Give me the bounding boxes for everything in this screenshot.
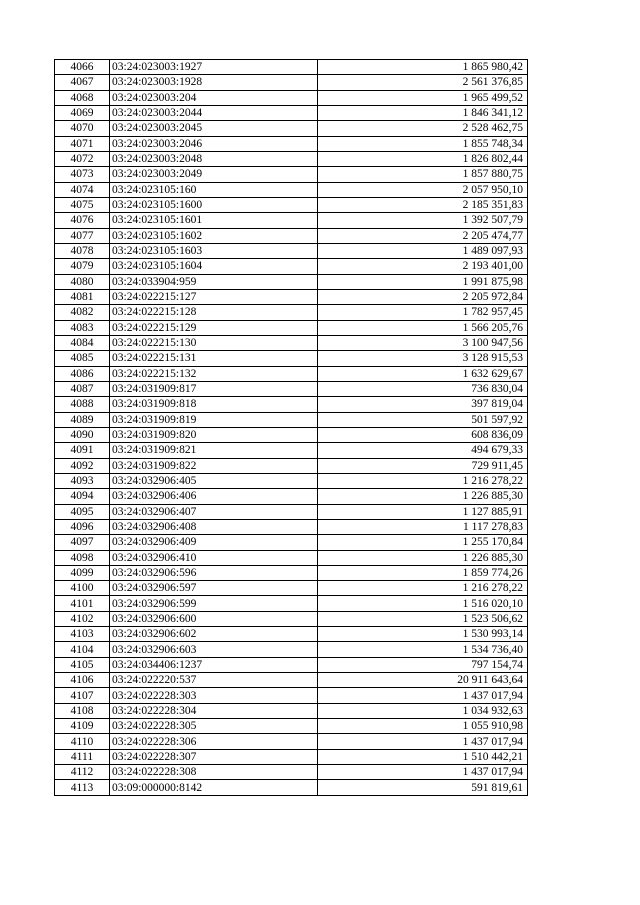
cadastral-value-cell: 1 510 442,21: [318, 749, 528, 764]
table-row: [55, 320, 528, 335]
cadastral-value-cell: 3 100 947,56: [318, 335, 528, 350]
table-row: [55, 335, 528, 350]
table-row: [55, 351, 528, 366]
cadastral-value-cell: 1 437 017,94: [318, 765, 528, 780]
cadastral-value-cell: 20 911 643,64: [318, 673, 528, 688]
cadastral-number-cell: 03:24:032906:406: [110, 489, 318, 504]
table-row: [55, 397, 528, 412]
cadastral-value-cell: 1 965 499,52: [318, 90, 528, 105]
cadastral-value-cell: 1 392 507,79: [318, 213, 528, 228]
table-row: [55, 673, 528, 688]
table-row: [55, 519, 528, 534]
row-number-cell: 4094: [55, 489, 110, 504]
cadastral-number-cell: 03:24:033904:959: [110, 274, 318, 289]
cadastral-number-cell: 03:24:023003:2045: [110, 121, 318, 136]
cadastral-number-cell: 03:24:023105:1603: [110, 243, 318, 258]
table-row: [55, 749, 528, 764]
cadastral-value-cell: 1 034 932,63: [318, 703, 528, 718]
table-row: [55, 136, 528, 151]
cadastral-value-cell: 1 255 170,84: [318, 535, 528, 550]
row-number-cell: 4073: [55, 167, 110, 182]
table-row: [55, 305, 528, 320]
cadastral-value-cell: 1 226 885,30: [318, 550, 528, 565]
cadastral-value-cell: 1 857 880,75: [318, 167, 528, 182]
cadastral-value-cell: 729 911,45: [318, 458, 528, 473]
cadastral-number-cell: 03:24:032906:599: [110, 596, 318, 611]
row-number-cell: 4072: [55, 151, 110, 166]
table-row: [55, 60, 528, 75]
row-number-cell: 4084: [55, 335, 110, 350]
cadastral-number-cell: 03:24:022228:304: [110, 703, 318, 718]
cadastral-number-cell: 03:24:031909:817: [110, 381, 318, 396]
cadastral-value-cell: 1 782 957,45: [318, 305, 528, 320]
cadastral-value-cell: 1 117 278,83: [318, 519, 528, 534]
row-number-cell: 4098: [55, 550, 110, 565]
cadastral-number-cell: 03:24:023105:1602: [110, 228, 318, 243]
table-row: [55, 780, 528, 795]
row-number-cell: 4075: [55, 197, 110, 212]
cadastral-number-cell: 03:24:022215:132: [110, 366, 318, 381]
cadastral-number-cell: 03:24:032906:405: [110, 473, 318, 488]
cadastral-number-cell: 03:24:032906:408: [110, 519, 318, 534]
row-number-cell: 4091: [55, 443, 110, 458]
table-row: [55, 688, 528, 703]
cadastral-value-table: [54, 59, 528, 796]
row-number-cell: 4068: [55, 90, 110, 105]
row-number-cell: 4071: [55, 136, 110, 151]
cadastral-number-cell: 03:24:032906:407: [110, 504, 318, 519]
table-row: [55, 412, 528, 427]
cadastral-value-cell: 1 859 774,26: [318, 565, 528, 580]
row-number-cell: 4102: [55, 611, 110, 626]
cadastral-value-cell: 1 226 885,30: [318, 489, 528, 504]
cadastral-number-cell: 03:24:023003:204: [110, 90, 318, 105]
table-row: [55, 565, 528, 580]
row-number-cell: 4086: [55, 366, 110, 381]
row-number-cell: 4067: [55, 75, 110, 90]
cadastral-number-cell: 03:24:022228:303: [110, 688, 318, 703]
cadastral-number-cell: 03:24:032906:597: [110, 581, 318, 596]
cadastral-number-cell: 03:24:031909:818: [110, 397, 318, 412]
row-number-cell: 4105: [55, 657, 110, 672]
cadastral-number-cell: 03:24:032906:596: [110, 565, 318, 580]
cadastral-number-cell: 03:24:023003:1927: [110, 60, 318, 75]
table-row: [55, 734, 528, 749]
cadastral-value-cell: 2 193 401,00: [318, 259, 528, 274]
table-row: [55, 642, 528, 657]
row-number-cell: 4074: [55, 182, 110, 197]
row-number-cell: 4087: [55, 381, 110, 396]
table-row: [55, 765, 528, 780]
cadastral-value-cell: 1 530 993,14: [318, 627, 528, 642]
cadastral-value-cell: 1 846 341,12: [318, 105, 528, 120]
table-row: [55, 427, 528, 442]
cadastral-number-cell: 03:24:032906:603: [110, 642, 318, 657]
cadastral-number-cell: 03:24:032906:410: [110, 550, 318, 565]
cadastral-number-cell: 03:24:031909:821: [110, 443, 318, 458]
table-row: [55, 458, 528, 473]
table-row: [55, 366, 528, 381]
cadastral-value-cell: 2 205 972,84: [318, 289, 528, 304]
table-row: [55, 581, 528, 596]
row-number-cell: 4113: [55, 780, 110, 795]
cadastral-number-cell: 03:24:022228:305: [110, 719, 318, 734]
cadastral-value-cell: 2 528 462,75: [318, 121, 528, 136]
cadastral-number-cell: 03:24:022228:308: [110, 765, 318, 780]
table-row: [55, 611, 528, 626]
cadastral-number-cell: 03:24:022228:306: [110, 734, 318, 749]
table-row: [55, 213, 528, 228]
cadastral-number-cell: 03:09:000000:8142: [110, 780, 318, 795]
table-row: [55, 596, 528, 611]
row-number-cell: 4097: [55, 535, 110, 550]
cadastral-number-cell: 03:24:022215:129: [110, 320, 318, 335]
cadastral-value-cell: 2 057 950,10: [318, 182, 528, 197]
row-number-cell: 4104: [55, 642, 110, 657]
table-row: [55, 105, 528, 120]
cadastral-number-cell: 03:24:023105:1604: [110, 259, 318, 274]
cadastral-value-cell: 797 154,74: [318, 657, 528, 672]
cadastral-number-cell: 03:24:031909:822: [110, 458, 318, 473]
table-row: [55, 259, 528, 274]
row-number-cell: 4101: [55, 596, 110, 611]
cadastral-number-cell: 03:24:031909:819: [110, 412, 318, 427]
cadastral-number-cell: 03:24:034406:1237: [110, 657, 318, 672]
table-row: [55, 719, 528, 734]
row-number-cell: 4077: [55, 228, 110, 243]
cadastral-number-cell: 03:24:023003:1928: [110, 75, 318, 90]
cadastral-number-cell: 03:24:023105:1600: [110, 197, 318, 212]
cadastral-value-cell: 1 516 020,10: [318, 596, 528, 611]
cadastral-value-cell: 1 055 910,98: [318, 719, 528, 734]
row-number-cell: 4088: [55, 397, 110, 412]
cadastral-value-cell: 1 127 885,91: [318, 504, 528, 519]
cadastral-value-cell: 2 185 351,83: [318, 197, 528, 212]
table-row: [55, 90, 528, 105]
cadastral-value-cell: 1 437 017,94: [318, 734, 528, 749]
cadastral-number-cell: 03:24:022215:127: [110, 289, 318, 304]
row-number-cell: 4089: [55, 412, 110, 427]
table-row: [55, 489, 528, 504]
cadastral-number-cell: 03:24:022228:307: [110, 749, 318, 764]
row-number-cell: 4095: [55, 504, 110, 519]
cadastral-value-cell: 3 128 915,53: [318, 351, 528, 366]
table-row: [55, 473, 528, 488]
row-number-cell: 4103: [55, 627, 110, 642]
cadastral-number-cell: 03:24:032906:600: [110, 611, 318, 626]
table-row: [55, 197, 528, 212]
table-row: [55, 381, 528, 396]
cadastral-value-cell: 501 597,92: [318, 412, 528, 427]
row-number-cell: 4083: [55, 320, 110, 335]
row-number-cell: 4078: [55, 243, 110, 258]
cadastral-value-cell: 494 679,33: [318, 443, 528, 458]
row-number-cell: 4079: [55, 259, 110, 274]
row-number-cell: 4107: [55, 688, 110, 703]
table-row: [55, 243, 528, 258]
row-number-cell: 4085: [55, 351, 110, 366]
table-row: [55, 151, 528, 166]
cadastral-number-cell: 03:24:022220:537: [110, 673, 318, 688]
row-number-cell: 4081: [55, 289, 110, 304]
table-row: [55, 657, 528, 672]
cadastral-value-cell: 1 216 278,22: [318, 581, 528, 596]
row-number-cell: 4108: [55, 703, 110, 718]
row-number-cell: 4070: [55, 121, 110, 136]
cadastral-value-cell: 1 523 506,62: [318, 611, 528, 626]
row-number-cell: 4110: [55, 734, 110, 749]
table-row: [55, 121, 528, 136]
cadastral-value-cell: 1 216 278,22: [318, 473, 528, 488]
cadastral-number-cell: 03:24:023003:2049: [110, 167, 318, 182]
cadastral-value-cell: 1 632 629,67: [318, 366, 528, 381]
table-row: [55, 228, 528, 243]
row-number-cell: 4096: [55, 519, 110, 534]
table-row: [55, 75, 528, 90]
table-row: [55, 504, 528, 519]
row-number-cell: 4111: [55, 749, 110, 764]
row-number-cell: 4093: [55, 473, 110, 488]
cadastral-value-cell: 1 489 097,93: [318, 243, 528, 258]
row-number-cell: 4090: [55, 427, 110, 442]
cadastral-number-cell: 03:24:032906:409: [110, 535, 318, 550]
cadastral-number-cell: 03:24:023105:1601: [110, 213, 318, 228]
cadastral-value-cell: 1 855 748,34: [318, 136, 528, 151]
table-row: [55, 550, 528, 565]
row-number-cell: 4069: [55, 105, 110, 120]
table-row: [55, 703, 528, 718]
row-number-cell: 4099: [55, 565, 110, 580]
cadastral-value-cell: 608 836,09: [318, 427, 528, 442]
row-number-cell: 4106: [55, 673, 110, 688]
table-row: [55, 627, 528, 642]
cadastral-value-cell: 1 566 205,76: [318, 320, 528, 335]
cadastral-number-cell: 03:24:032906:602: [110, 627, 318, 642]
table-row: [55, 167, 528, 182]
row-number-cell: 4112: [55, 765, 110, 780]
row-number-cell: 4092: [55, 458, 110, 473]
row-number-cell: 4076: [55, 213, 110, 228]
cadastral-value-cell: 1 865 980,42: [318, 60, 528, 75]
cadastral-number-cell: 03:24:023105:160: [110, 182, 318, 197]
cadastral-number-cell: 03:24:023003:2046: [110, 136, 318, 151]
table-row: [55, 289, 528, 304]
cadastral-value-cell: 397 819,04: [318, 397, 528, 412]
table-row: [55, 274, 528, 289]
table-body: [55, 60, 528, 796]
cadastral-number-cell: 03:24:022215:128: [110, 305, 318, 320]
cadastral-number-cell: 03:24:023003:2048: [110, 151, 318, 166]
cadastral-number-cell: 03:24:023003:2044: [110, 105, 318, 120]
table-row: [55, 535, 528, 550]
table-row: [55, 182, 528, 197]
row-number-cell: 4066: [55, 60, 110, 75]
cadastral-value-cell: 1 534 736,40: [318, 642, 528, 657]
row-number-cell: 4080: [55, 274, 110, 289]
cadastral-value-cell: 1 826 802,44: [318, 151, 528, 166]
cadastral-value-cell: 736 830,04: [318, 381, 528, 396]
row-number-cell: 4082: [55, 305, 110, 320]
cadastral-value-cell: 1 991 875,98: [318, 274, 528, 289]
cadastral-number-cell: 03:24:022215:130: [110, 335, 318, 350]
cadastral-value-cell: 591 819,61: [318, 780, 528, 795]
cadastral-value-cell: 2 205 474,77: [318, 228, 528, 243]
row-number-cell: 4109: [55, 719, 110, 734]
cadastral-number-cell: 03:24:022215:131: [110, 351, 318, 366]
cadastral-number-cell: 03:24:031909:820: [110, 427, 318, 442]
cadastral-value-cell: 2 561 376,85: [318, 75, 528, 90]
cadastral-value-cell: 1 437 017,94: [318, 688, 528, 703]
table-row: [55, 443, 528, 458]
row-number-cell: 4100: [55, 581, 110, 596]
